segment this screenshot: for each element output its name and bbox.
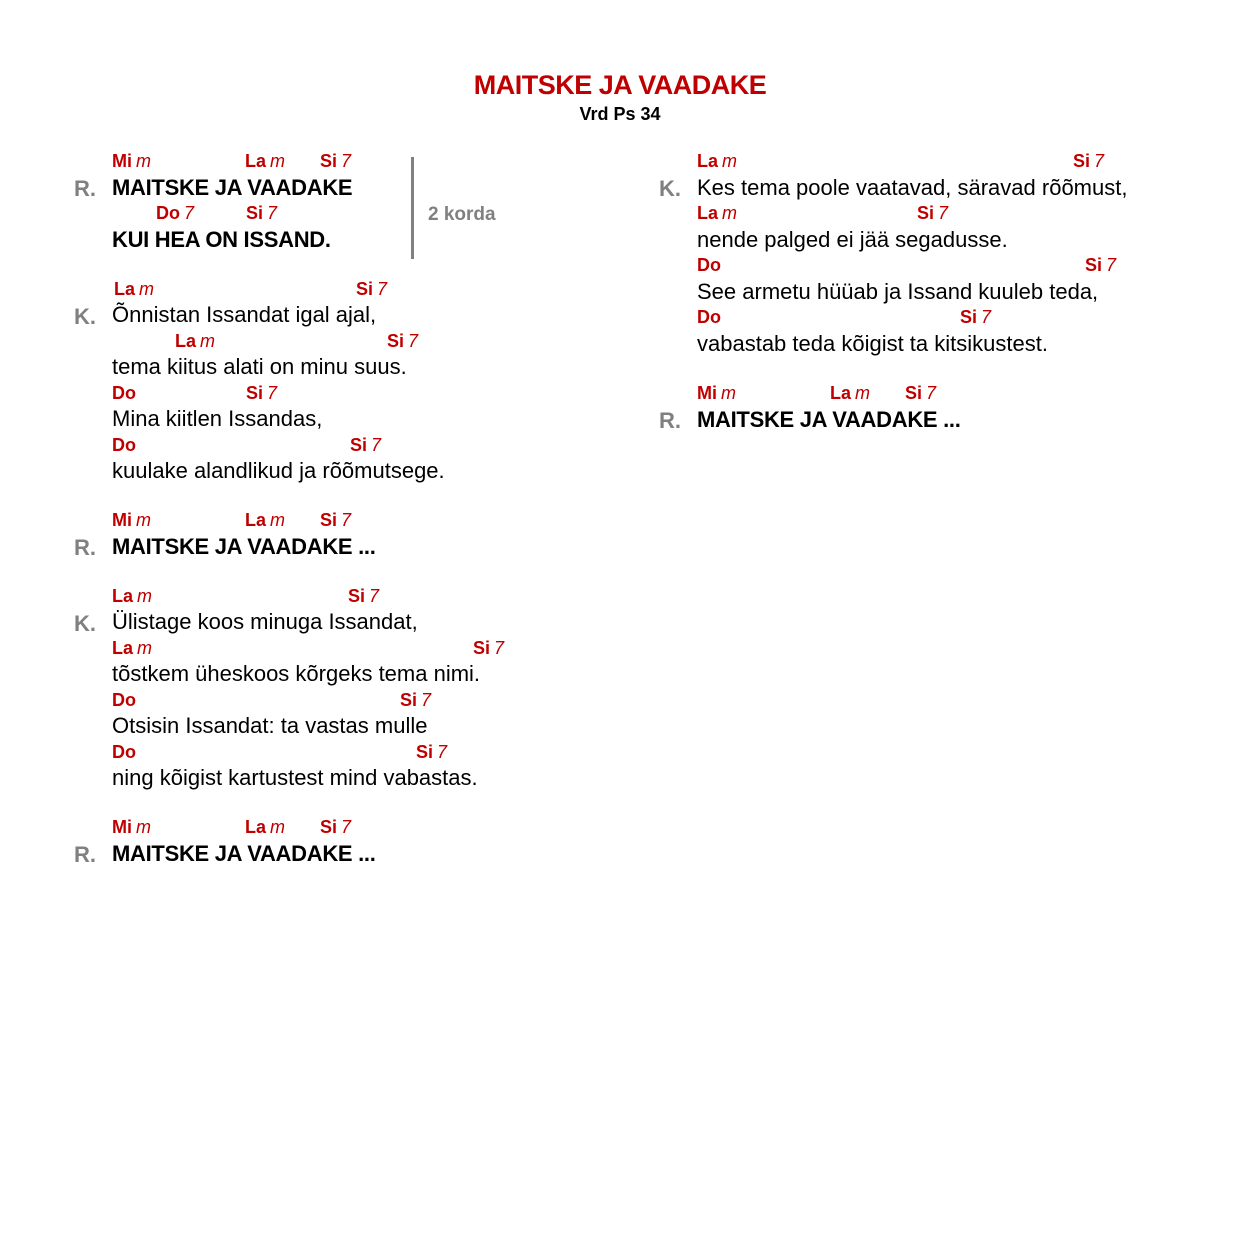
chord-si-seven: Si 7 xyxy=(320,817,352,837)
chord-mi-minor: Mi m xyxy=(112,817,151,837)
verse-marker: K. xyxy=(74,611,96,636)
refrain-marker: R. xyxy=(74,535,96,560)
chord-si-seven: Si 7 xyxy=(416,742,448,762)
chord-si-seven: Si 7 xyxy=(387,331,419,351)
chord-la-minor: La m xyxy=(245,510,286,530)
repeat-bracket xyxy=(411,157,414,259)
song-title: MAITSKE JA VAADAKE xyxy=(473,70,767,100)
chord-do: Do xyxy=(112,690,136,710)
verse-3-line-2: nende palged ei jää segadusse. xyxy=(697,227,1008,252)
chord-si-seven: Si 7 xyxy=(320,151,352,171)
verse-3-line-4: vabastab teda kõigist ta kitsikustest. xyxy=(697,331,1048,356)
chord-la-minor: La m xyxy=(175,331,216,351)
refrain-short: MAITSKE JA VAADAKE ... xyxy=(697,407,961,432)
chord-do: Do xyxy=(112,742,136,762)
chord-si-seven: Si 7 xyxy=(320,510,352,530)
song-reference: Vrd Ps 34 xyxy=(579,104,661,124)
chord-la-minor: La m xyxy=(112,638,153,658)
chord-la-minor: La m xyxy=(114,279,155,299)
chord-la-minor: La m xyxy=(245,817,286,837)
refrain-marker: R. xyxy=(659,408,681,433)
verse-2-line-2: tõstkem üheskoos kõrgeks tema nimi. xyxy=(112,661,481,686)
refrain-line-1: MAITSKE JA VAADAKE xyxy=(112,175,353,200)
chord-si-seven: Si 7 xyxy=(400,690,432,710)
refrain-line-2: KUI HEA ON ISSAND. xyxy=(112,227,331,252)
verse-1-line-1: Õnnistan Issandat igal ajal, xyxy=(112,302,377,327)
verse-1-line-2: tema kiitus alati on minu suus. xyxy=(112,354,407,379)
verse-2-line-3: Otsisin Issandat: ta vastas mulle xyxy=(112,713,428,738)
chord-mi-minor: Mi m xyxy=(112,151,151,171)
verse-1-line-3: Mina kiitlen Issandas, xyxy=(112,406,323,431)
verse-1-line-4: kuulake alandlikud ja rõõmutsege. xyxy=(112,458,445,483)
chord-si-seven: Si 7 xyxy=(350,435,382,455)
verse-2-line-4: ning kõigist kartustest mind vabastas. xyxy=(112,765,478,790)
chord-si-seven: Si 7 xyxy=(246,203,278,223)
refrain-short: MAITSKE JA VAADAKE ... xyxy=(112,841,376,866)
verse-marker: K. xyxy=(74,304,96,329)
chord-si-seven: Si 7 xyxy=(905,383,937,403)
chord-si-seven: Si 7 xyxy=(348,586,380,606)
chord-si-seven: Si 7 xyxy=(246,383,278,403)
chord-do-seven: Do 7 xyxy=(156,203,195,223)
chord-si-seven: Si 7 xyxy=(1073,151,1105,171)
chord-do: Do xyxy=(697,255,721,275)
chord-mi-minor: Mi m xyxy=(697,383,736,403)
chord-do: Do xyxy=(697,307,721,327)
refrain-short: MAITSKE JA VAADAKE ... xyxy=(112,534,376,559)
chord-la-minor: La m xyxy=(697,203,738,223)
chord-la-minor: La m xyxy=(830,383,871,403)
chord-si-seven: Si 7 xyxy=(960,307,992,327)
chord-si-seven: Si 7 xyxy=(1085,255,1117,275)
verse-3-line-3: See armetu hüüab ja Issand kuuleb teda, xyxy=(697,279,1099,304)
refrain-marker: R. xyxy=(74,842,96,867)
verse-3-line-1: Kes tema poole vaatavad, säravad rõõmust, xyxy=(697,175,1128,200)
verse-2-line-1: Ülistage koos minuga Issandat, xyxy=(112,609,418,634)
chord-la-minor: La m xyxy=(245,151,286,171)
chord-mi-minor: Mi m xyxy=(112,510,151,530)
chord-la-minor: La m xyxy=(112,586,153,606)
verse-marker: K. xyxy=(659,176,681,201)
chord-do: Do xyxy=(112,435,136,455)
chord-do: Do xyxy=(112,383,136,403)
refrain-marker: R. xyxy=(74,176,96,201)
chord-si-seven: Si 7 xyxy=(917,203,949,223)
chord-si-seven: Si 7 xyxy=(356,279,388,299)
repeat-note: 2 korda xyxy=(428,204,496,225)
chord-la-minor: La m xyxy=(697,151,738,171)
chord-si-seven: Si 7 xyxy=(473,638,505,658)
